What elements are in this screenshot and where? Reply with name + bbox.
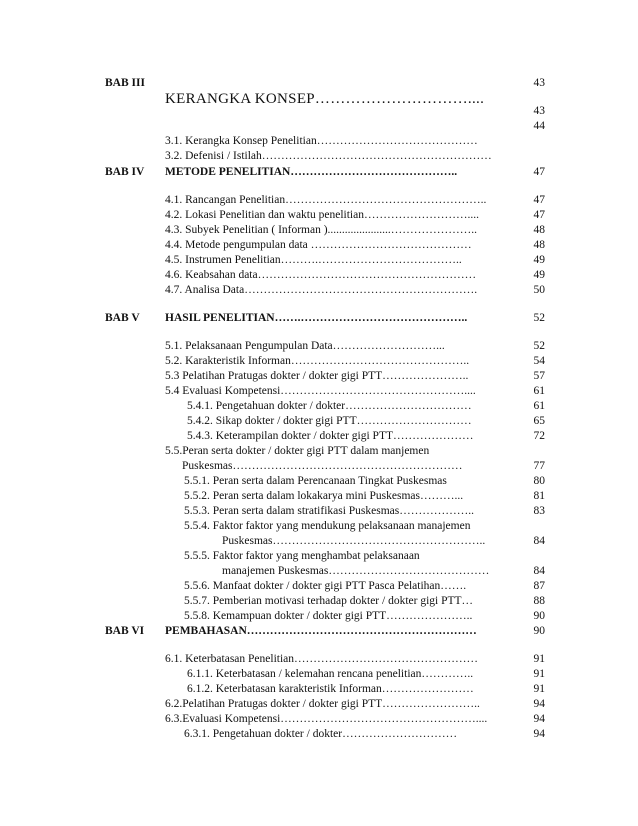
- page-number: 52: [533, 340, 545, 352]
- toc-entry: PEMBAHASAN……………………………………………………: [165, 625, 477, 637]
- toc-entry: 4.4. Metode pengumpulan data ……………………………………: [165, 239, 472, 251]
- page-number: 91: [533, 653, 545, 665]
- page-number: 90: [533, 625, 545, 637]
- toc-entry: 4.3. Subyek Penelitian ( Informan )......................…………………..: [165, 224, 478, 236]
- page-number: 83: [533, 505, 545, 517]
- page-number: 72: [533, 430, 545, 442]
- page-number: 88: [533, 595, 545, 607]
- page-number: 87: [533, 580, 545, 592]
- page-number: 90: [533, 610, 545, 622]
- page-number: 57: [533, 370, 545, 382]
- toc-entry: 5.2. Karakteristik Informan………………………………………..: [165, 355, 470, 367]
- toc-entry: METODE PENELITIAN……………………………………..: [165, 166, 458, 178]
- toc-entry: 5.4.3. Keterampilan dokter / dokter gigi PTT…………………: [187, 430, 474, 442]
- bab-label: BAB V: [105, 312, 140, 324]
- toc-entry: KERANGKA KONSEP…………………………....: [165, 91, 485, 107]
- toc-entry: 5.5.4. Faktor faktor yang mendukung pelaksanaan manajemen: [184, 520, 471, 532]
- toc-entry: 5.5.8. Kemampuan dokter / dokter gigi PTT…………………..: [184, 610, 473, 622]
- toc-entry: manajemen Puskesmas……………………………………: [222, 565, 490, 577]
- page-number: 50: [533, 284, 545, 296]
- page-number: 77: [533, 460, 545, 472]
- toc-entry: 4.7. Analisa Data…………………………………………………….: [165, 284, 478, 296]
- toc-entry: 6.3.1. Pengetahuan dokter / dokter…………………………: [184, 728, 458, 740]
- bab-label: BAB VI: [105, 625, 145, 637]
- page-number: 80: [533, 475, 545, 487]
- page-number: 47: [533, 166, 545, 178]
- page-number: 49: [533, 254, 545, 266]
- page-number: 61: [533, 400, 545, 412]
- toc-entry: 5.4 Evaluasi Kompetensi…………………………………………....: [165, 385, 476, 397]
- page-number: 52: [533, 312, 545, 324]
- page-number: 49: [533, 269, 545, 281]
- page-number: 94: [533, 698, 545, 710]
- toc-entry: 5.4.1. Pengetahuan dokter / dokter……………………………: [187, 400, 472, 412]
- toc-entry: 5.5.7. Pemberian motivasi terhadap dokter / dokter gigi PTT…: [184, 595, 474, 607]
- page-number: 65: [533, 415, 545, 427]
- page-number: 43: [533, 105, 545, 117]
- toc-entry: Puskesmas……………………………………………………: [182, 460, 463, 472]
- page-number: 84: [533, 565, 545, 577]
- page-number: 94: [533, 713, 545, 725]
- toc-entry: 5.1. Pelaksanaan Pengumpulan Data………………………...: [165, 340, 445, 352]
- toc-entry: 5.5.1. Peran serta dalam Perencanaan Tingkat Puskesmas: [184, 475, 447, 487]
- toc-entry: HASIL PENELITIAN…….……………………………………..: [165, 312, 468, 324]
- toc-entry: 6.1. Keterbatasan Penelitian…………………………………………: [165, 653, 479, 665]
- page-number: 81: [533, 490, 545, 502]
- toc-entry: 3.1. Kerangka Konsep Penelitian……………………………………: [165, 135, 478, 147]
- toc-entry: 4.6. Keabsahan data…………………………………………………: [165, 269, 477, 281]
- page-number: 61: [533, 385, 545, 397]
- page-number: 54: [533, 355, 545, 367]
- toc-entry: 4.5. Instrumen Penelitian……….………………………………..: [165, 254, 462, 266]
- page-number: 84: [533, 535, 545, 547]
- bab-label: BAB III: [105, 77, 145, 89]
- toc-entry: 5.5.3. Peran serta dalam stratifikasi Puskesmas………………..: [184, 505, 475, 517]
- page-number: 43: [533, 77, 545, 89]
- toc-entry: 5.4.2. Sikap dokter / dokter gigi PTT…………………………: [187, 415, 472, 427]
- page-number: 91: [533, 683, 545, 695]
- toc-entry: 6.3.Evaluasi Kompetensi……………………………………………....: [165, 713, 488, 725]
- toc-entry: 5.5.5. Faktor faktor yang menghambat pelaksanaan: [184, 550, 420, 562]
- toc-entry: 6.1.1. Keterbatasan / kelemahan rencana penelitian…………..: [187, 668, 474, 680]
- toc-entry: 4.1. Rancangan Penelitian……………………………………………..: [165, 194, 487, 206]
- page-number: 44: [533, 120, 545, 132]
- page-number: 47: [533, 209, 545, 221]
- toc-entry: 5.5.2. Peran serta dalam lokakarya mini Puskesmas………...: [184, 490, 464, 502]
- page-number: 47: [533, 194, 545, 206]
- toc-entry: 4.2. Lokasi Penelitian dan waktu penelitian………………………....: [165, 209, 479, 221]
- toc-entry: 3.2. Defenisi / Istilah……………………………………………………: [165, 150, 492, 162]
- page-number: 94: [533, 728, 545, 740]
- toc-entry: 6.2.Pelatihan Pratugas dokter / dokter gigi PTT……………………..: [165, 698, 480, 710]
- toc-entry: 5.5.6. Manfaat dokter / dokter gigi PTT Pasca Pelatihan…….: [184, 580, 467, 592]
- toc-entry: 6.1.2. Keterbatasan karakteristik Informan……………………: [187, 683, 474, 695]
- page-number: 91: [533, 668, 545, 680]
- page-number: 48: [533, 224, 545, 236]
- toc-entry: Puskesmas………………………………………………..: [222, 535, 486, 547]
- toc-entry: 5.5.Peran serta dokter / dokter gigi PTT dalam manjemen: [165, 445, 430, 457]
- bab-label: BAB IV: [105, 166, 145, 178]
- page-number: 48: [533, 239, 545, 251]
- toc-entry: 5.3 Pelatihan Pratugas dokter / dokter gigi PTT…………………..: [165, 370, 469, 382]
